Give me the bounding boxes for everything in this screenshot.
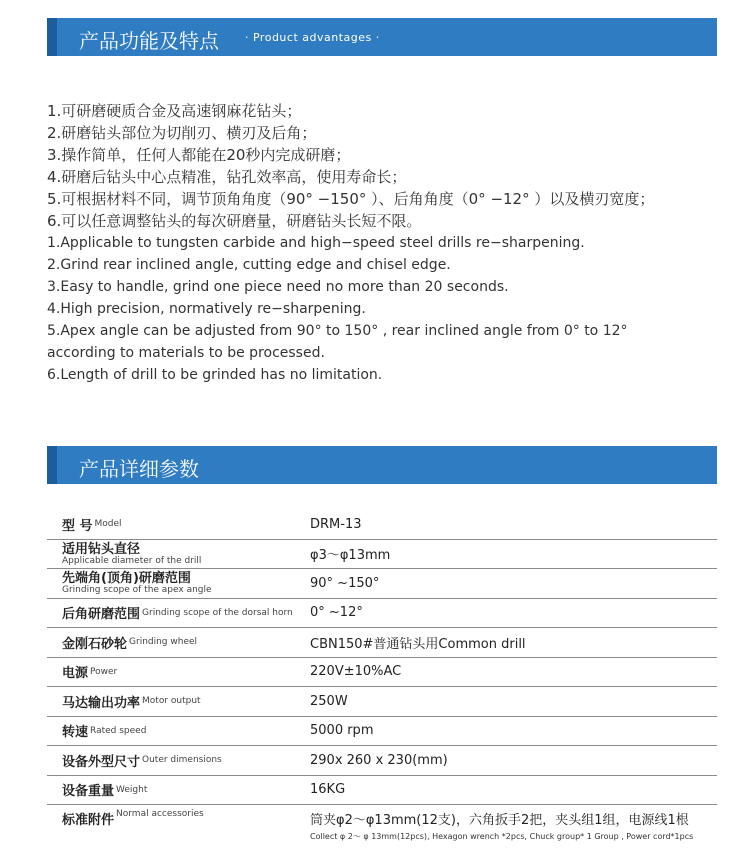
advantage-en-5-cont: according to materials to be processed. (47, 345, 325, 361)
row-label-en: Rated speed (90, 725, 147, 736)
table-row (47, 569, 717, 599)
advantage-cn-2: 2.研磨钻头部位为切削刃、横刃及后角； (47, 124, 317, 142)
row-label-en: Grinding wheel (129, 637, 198, 648)
row-label-en: Applicable diameter of the drill (62, 555, 202, 566)
row-value: 5000 rpm (310, 723, 374, 739)
specs-banner (47, 446, 717, 484)
advantage-cn-4: 4.研磨后钻头中心点精准，钻孔效率高，使用寿命长； (47, 168, 407, 186)
advantage-cn-6: 6.可以任意调整钻头的每次研磨量，研磨钻头长短不限。 (47, 212, 422, 230)
advantage-cn-3: 3.操作简单，任何人都能在20秒内完成研磨； (47, 146, 351, 164)
banner-accent-bar (47, 446, 57, 484)
row-label-cn: 型 号 (62, 518, 93, 534)
row-label-cn: 金刚石砂轮 (62, 636, 128, 652)
advantages-title: 产品功能及特点 (79, 29, 219, 53)
row-label-en: Power (90, 666, 118, 677)
table-row (47, 658, 717, 688)
row-label-cn: 马达输出功率 (62, 695, 141, 711)
banner-accent-bar (47, 18, 57, 56)
advantage-en-2: 2.Grind rear inclined angle, cutting edge and chisel edge. (47, 257, 451, 273)
row-label-cn: 转速 (62, 725, 89, 741)
row-label-en: Outer dimensions (142, 755, 222, 766)
table-row (47, 540, 717, 570)
advantages-banner (47, 18, 717, 56)
advantage-en-1: 1.Applicable to tungsten carbide and high−speed steel drills re−sharpening. (47, 235, 585, 251)
table-row (47, 776, 717, 806)
row-label-cn: 后角研磨范围 (62, 607, 141, 623)
table-row (47, 599, 717, 629)
row-label-en: Grinding scope of the dorsal horn (142, 607, 293, 618)
row-label-cn: 设备重量 (62, 784, 115, 800)
row-value: 90° ~150° (310, 575, 380, 591)
row-label-en: Model (94, 519, 122, 530)
row-label-en: Grinding scope of the apex angle (62, 585, 212, 596)
table-row (47, 510, 717, 540)
row-value: 220V±10%AC (310, 664, 402, 680)
row-label-cn: 适用钻头直径 (62, 541, 141, 557)
row-label-en: Motor output (142, 696, 201, 707)
row-value: 290x 260 x 230(mm) (310, 752, 448, 768)
row-value: 筒夹φ2～φ13mm(12支)，六角扳手2把，夹头组1组，电源线1根 (310, 812, 689, 828)
table-row (47, 628, 717, 658)
specs-title: 产品详细参数 (79, 457, 199, 481)
advantage-en-3: 3.Easy to handle, grind one piece need no more than 20 seconds. (47, 279, 509, 295)
row-value: 250W (310, 693, 348, 709)
row-value: DRM-13 (310, 516, 362, 532)
row-label-cn: 标准附件 (62, 813, 115, 828)
row-label-en: Weight (116, 784, 148, 795)
row-value-en: Collect φ 2～ φ 13mm(12pcs), Hexagon wrench *2pcs, Chuck group* 1 Group , Power cord*1pcs (310, 831, 694, 841)
table-row (47, 717, 717, 747)
advantage-en-4: 4.High precision, normatively re−sharpening. (47, 301, 366, 317)
row-label-en: Normal accessories (116, 809, 204, 819)
advantage-cn-5: 5.可根据材料不同，调节顶角角度（90° −150° ）、后角角度（0° −12° ）以及横刃宽度； (47, 190, 655, 208)
table-row (47, 746, 717, 776)
advantage-en-5: 5.Apex angle can be adjusted from 90° to 150° , rear inclined angle from 0° to 12° (47, 323, 628, 339)
table-row (47, 805, 717, 845)
advantage-en-6: 6.Length of drill to be grinded has no limitation. (47, 367, 383, 383)
advantages-subtitle: · Product advantages · (245, 31, 380, 44)
row-label-cn: 先端角(顶角)研磨范围 (62, 571, 191, 587)
spec-table (47, 510, 717, 845)
row-value: φ3～φ13mm (310, 548, 391, 564)
advantages-list (47, 100, 737, 386)
row-label-cn: 设备外型尺寸 (62, 754, 141, 770)
table-row (47, 687, 717, 717)
advantage-cn-1: 1.可研磨硬质合金及高速钢麻花钻头； (47, 102, 302, 120)
row-value: CBN150#普通钻头用Common drill (310, 636, 526, 652)
row-value: 16KG (310, 782, 346, 798)
row-label-cn: 电源 (62, 666, 89, 682)
row-value: 0° ~12° (310, 605, 363, 621)
